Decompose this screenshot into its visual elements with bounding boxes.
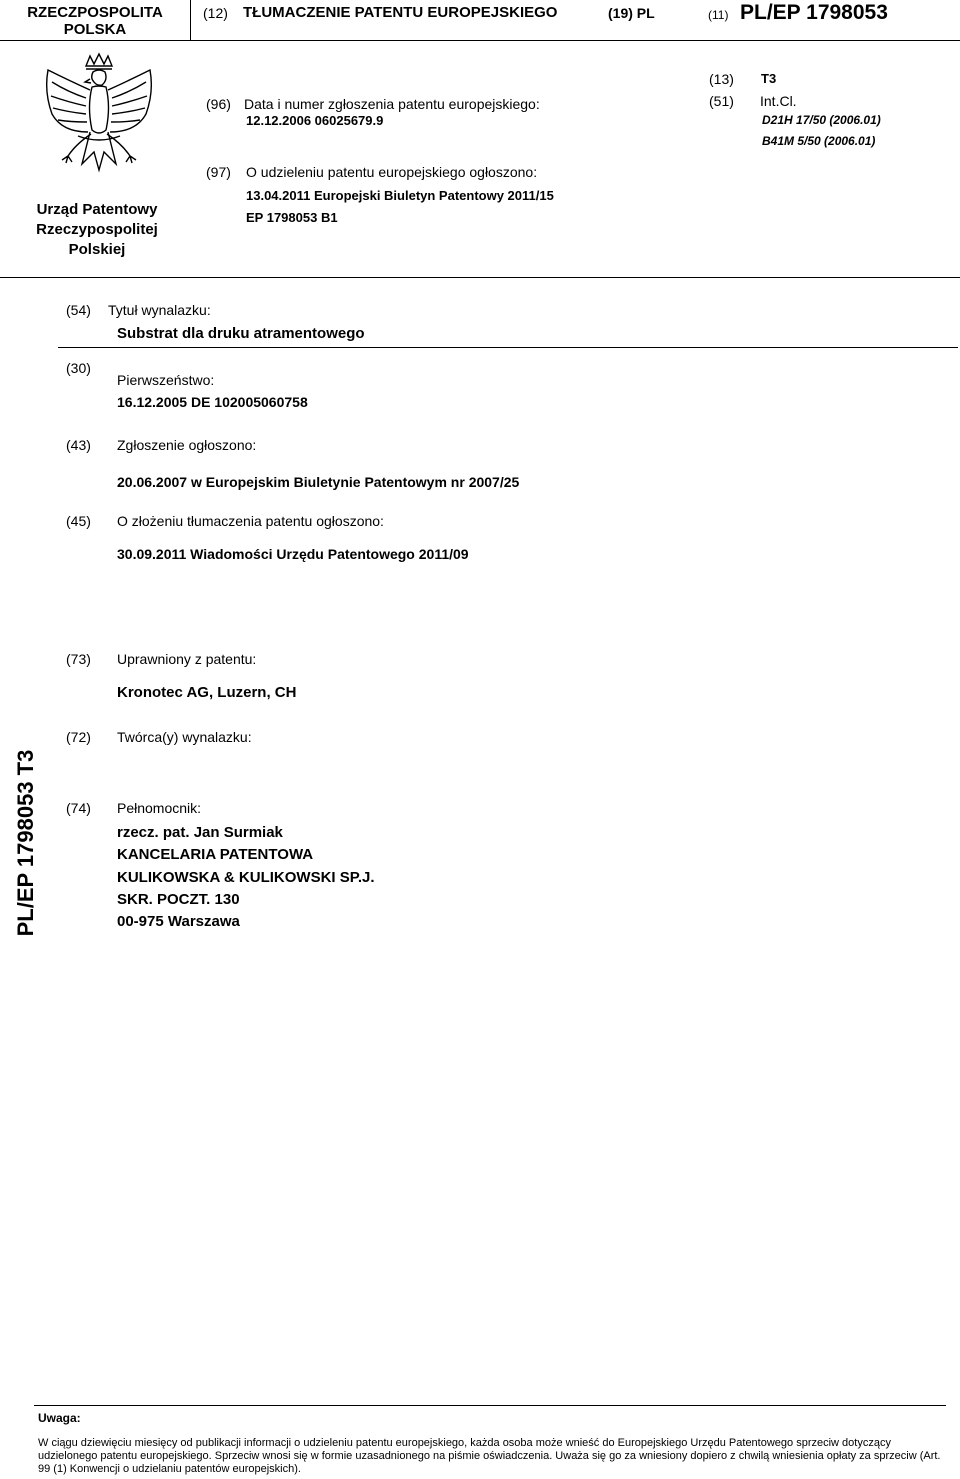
header-divider — [190, 0, 191, 40]
office-name — [0, 200, 194, 260]
country-line-2: POLSKA — [63, 21, 127, 38]
attorney-block — [117, 822, 375, 933]
title-rule — [58, 347, 958, 348]
f96-value: 12.12.2006 06025679.9 — [246, 113, 384, 128]
f73-label: Uprawniony z patentu: — [117, 651, 257, 667]
attorney-line-4: SKR. POCZT. 130 — [117, 890, 240, 908]
attorney-line-1: rzecz. pat. Jan Surmiak — [117, 824, 283, 841]
code-11: (11) — [708, 8, 729, 22]
f43-label: Zgłoszenie ogłoszono: — [117, 437, 257, 453]
attorney-line-3: KULIKOWSKA & KULIKOWSKI SP.J. — [117, 868, 375, 886]
f54-label: Tytuł wynalazku: — [108, 302, 211, 318]
side-patent-number: PL/EP 1798053 T3 — [13, 749, 38, 937]
f30-value: 16.12.2005 DE 102005060758 — [117, 394, 308, 410]
code-96: (96) — [206, 96, 231, 112]
notice-title: Uwaga: — [38, 1411, 81, 1425]
intcl-class-2: B41M 5/50 (2006.01) — [762, 134, 876, 148]
f97-value-2: EP 1798053 B1 — [246, 210, 338, 225]
code-97: (97) — [206, 164, 231, 180]
code-43: (43) — [66, 437, 91, 453]
code-72: (72) — [66, 729, 91, 745]
code-12: (12) — [203, 5, 228, 21]
office-line-1: Urząd Patentowy — [36, 201, 158, 218]
code-45: (45) — [66, 513, 91, 529]
f96-label: Data i numer zgłoszenia patentu europejskiego: — [244, 96, 540, 112]
f97-value-1: 13.04.2011 Europejski Biuletyn Patentowy 2011/15 — [246, 188, 554, 203]
notice-rule — [34, 1405, 946, 1406]
document-type: TŁUMACZENIE PATENTU EUROPEJSKIEGO — [243, 4, 558, 21]
invention-title: Substrat dla druku atramentowego — [117, 325, 365, 342]
attorney-line-5: 00-975 Warszawa — [117, 913, 240, 931]
office-line-3: Polskiej — [68, 241, 126, 258]
f74-label: Pełnomocnik: — [117, 800, 202, 816]
code-30: (30) — [66, 360, 91, 376]
f30-label: Pierwszeństwo: — [117, 372, 215, 388]
code-54: (54) — [66, 302, 91, 318]
notice-text: W ciągu dziewięciu miesięcy od publikacji informacji o udzieleniu patentu europejskiego, każda osoba może wnieść do Europejskiego Urzędu Patentowego sprzeciw dotyczący udzielonego patentu europejskiego. Sprzeciw wnosi się w formie uzasadnionego na piśmie oświadczenia. Uważa się go za wniesiony dopiero z chwilą wniesienia opłaty za sprzeciw (Art. 99 (1) Konwencji o udzielaniu patentów europejskich). — [38, 1437, 941, 1475]
office-line-2: Rzeczypospolitej — [36, 221, 158, 238]
code-74: (74) — [66, 800, 91, 816]
f45-value: 30.09.2011 Wiadomości Urzędu Patentowego 2011/09 — [117, 546, 469, 562]
eagle-emblem-icon — [38, 52, 160, 192]
section-rule-top — [0, 277, 960, 278]
intcl-label: Int.Cl. — [760, 93, 797, 109]
f45-label: O złożeniu tłumaczenia patentu ogłoszono: — [117, 513, 384, 529]
code-19: (19) PL — [608, 5, 655, 21]
country-name — [0, 4, 190, 38]
code-51: (51) — [709, 93, 734, 109]
f72-label: Twórca(y) wynalazku: — [117, 729, 252, 745]
patent-number: PL/EP 1798053 — [740, 1, 888, 24]
code-13: (13) — [709, 71, 734, 87]
f43-value: 20.06.2007 w Europejskim Biuletynie Patentowym nr 2007/25 — [117, 474, 520, 490]
header-rule — [0, 40, 960, 41]
country-line-1: RZECZPOSPOLITA — [27, 4, 163, 21]
kind-code: T3 — [761, 71, 777, 86]
patent-owner: Kronotec AG, Luzern, CH — [117, 684, 297, 701]
attorney-line-2: KANCELARIA PATENTOWA — [117, 846, 314, 864]
intcl-class-1: D21H 17/50 (2006.01) — [762, 113, 881, 127]
f97-label: O udzieleniu patentu europejskiego ogłoszono: — [246, 164, 538, 180]
code-73: (73) — [66, 651, 91, 667]
